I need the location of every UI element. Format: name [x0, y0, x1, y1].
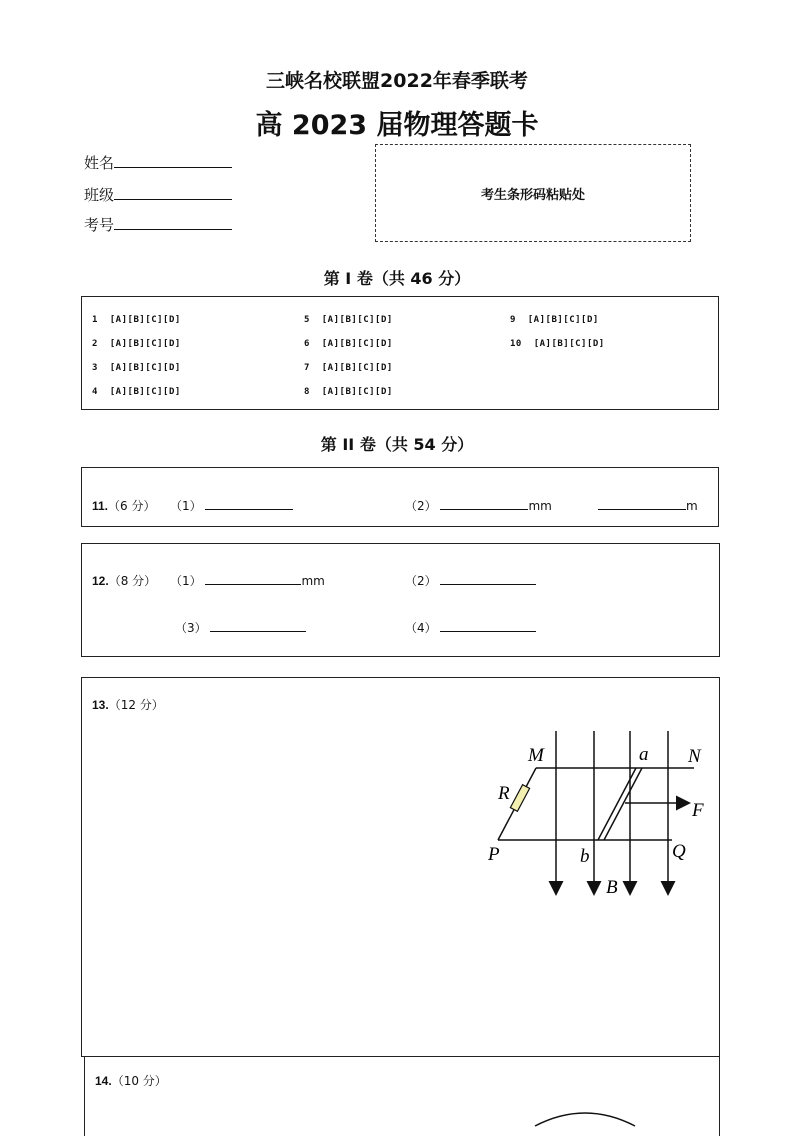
question-12-box: [81, 543, 720, 657]
choice-row-1[interactable]: 1 [A][B][C][D]: [92, 315, 181, 325]
question-11-part2[interactable]: （2） mm: [405, 499, 552, 513]
question-12-part2[interactable]: （2）: [405, 572, 536, 589]
question-14-figure-arc: [525, 1108, 645, 1128]
exam-title: 三峡名校联盟2022年春季联考: [266, 70, 528, 92]
question-11-part1[interactable]: （1）: [170, 497, 293, 514]
question-11-part3[interactable]: m: [598, 497, 698, 513]
label-b: b: [580, 846, 590, 867]
question-14-box[interactable]: [84, 1056, 720, 1136]
answer-blank[interactable]: [440, 619, 536, 632]
answer-blank[interactable]: [210, 619, 306, 632]
question-11-box: [81, 467, 719, 527]
answer-blank[interactable]: [205, 572, 301, 585]
label-m: M: [528, 745, 544, 766]
part2-title: 第 II 卷（共 54 分）: [320, 435, 474, 454]
exam-number-field[interactable]: [84, 214, 232, 235]
class-line[interactable]: [114, 185, 232, 200]
choice-row-8[interactable]: 8 [A][B][C][D]: [304, 387, 393, 397]
multiple-choice-box: [81, 296, 719, 410]
barcode-label: 考生条形码粘贴处: [480, 187, 585, 203]
label-n: N: [688, 746, 701, 767]
answer-sheet-title: 高 2023 届物理答题卡: [255, 110, 539, 141]
exam-number-label: 考号: [84, 216, 115, 234]
choice-row-9[interactable]: 9 [A][B][C][D]: [510, 315, 599, 325]
name-field[interactable]: [84, 152, 232, 173]
class-label: 班级: [84, 186, 115, 204]
choice-row-7[interactable]: 7 [A][B][C][D]: [304, 363, 393, 373]
label-field-b: B: [606, 877, 618, 898]
resistor-r: [510, 785, 529, 812]
question-14-header: 14.（10 分）: [95, 1074, 167, 1088]
question-13-header: 13.（12 分）: [92, 698, 164, 712]
question-11-header: 11.（6 分）: [92, 499, 156, 513]
choice-row-10[interactable]: 10 [A][B][C][D]: [510, 339, 605, 349]
exam-number-line[interactable]: [114, 215, 232, 230]
label-p: P: [488, 844, 500, 865]
name-label: 姓名: [84, 154, 115, 172]
choice-row-5[interactable]: 5 [A][B][C][D]: [304, 315, 393, 325]
choice-row-2[interactable]: 2 [A][B][C][D]: [92, 339, 181, 349]
choice-row-6[interactable]: 6 [A][B][C][D]: [304, 339, 393, 349]
label-r: R: [498, 783, 510, 804]
choice-row-4[interactable]: 4 [A][B][C][D]: [92, 387, 181, 397]
label-f: F: [692, 800, 704, 821]
answer-blank[interactable]: [440, 572, 536, 585]
label-q: Q: [672, 841, 686, 862]
part1-title: 第 I 卷（共 46 分）: [323, 269, 471, 288]
question-12-part3[interactable]: （3）: [175, 619, 306, 636]
barcode-area: [375, 144, 691, 242]
choice-row-3[interactable]: 3 [A][B][C][D]: [92, 363, 181, 373]
rail-circuit-figure: [480, 725, 720, 905]
answer-blank[interactable]: [598, 497, 686, 510]
answer-blank[interactable]: [440, 497, 528, 510]
question-12-header: 12.（8 分）: [92, 574, 157, 588]
question-12-part4[interactable]: （4）: [405, 619, 536, 636]
name-line[interactable]: [114, 153, 232, 168]
answer-blank[interactable]: [205, 497, 293, 510]
class-field[interactable]: [84, 184, 232, 205]
label-a: a: [639, 744, 649, 765]
question-12-part1[interactable]: （1） mm: [170, 574, 325, 588]
